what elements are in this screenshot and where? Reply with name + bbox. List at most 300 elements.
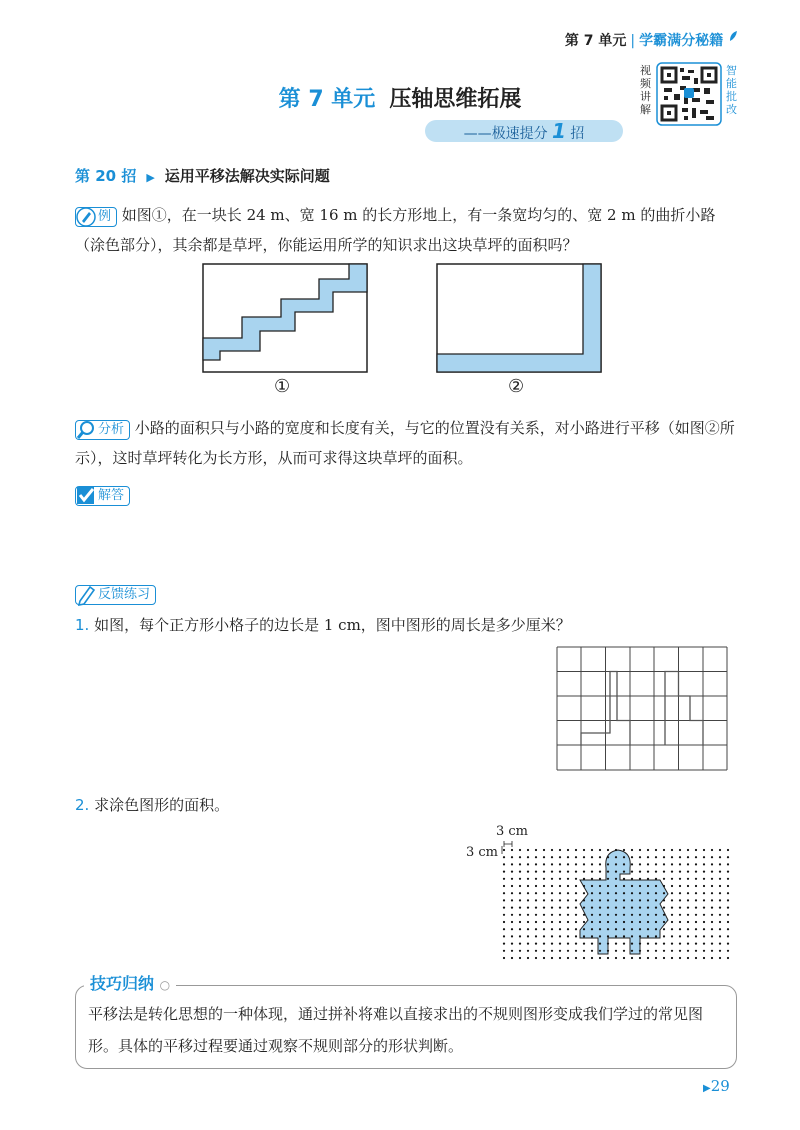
figure-1-caption: ① — [274, 376, 291, 397]
grid-dot — [631, 935, 633, 937]
grid-dot — [535, 885, 537, 887]
grid-dot — [719, 871, 721, 873]
grid-dot — [639, 856, 641, 858]
grid-dot — [527, 914, 529, 916]
grid-dot — [535, 892, 537, 894]
grid-dot — [551, 943, 553, 945]
grid-dot — [551, 871, 553, 873]
grid-dot — [687, 935, 689, 937]
grid-dot — [527, 907, 529, 909]
grid-dot — [575, 885, 577, 887]
grid-dot — [567, 935, 569, 937]
grid-dot — [511, 878, 513, 880]
analysis-text: 小路的面积只与小路的宽度和长度有关，与它的位置没有关系，对小路进行平移（如图②所示），这时草坪转化为长方形，从而可求得这块草坪的面积。 — [75, 419, 735, 467]
grid-dot — [503, 935, 505, 937]
grid-dot — [679, 957, 681, 959]
answer-tag — [75, 486, 130, 506]
grid-dot — [687, 928, 689, 930]
grid-dot — [623, 957, 625, 959]
grid-dot — [719, 943, 721, 945]
grid-dot — [599, 899, 601, 901]
grid-dot — [559, 849, 561, 851]
grid-dot — [631, 892, 633, 894]
grid-dot — [599, 957, 601, 959]
grid-dot — [535, 871, 537, 873]
grid-dot — [559, 892, 561, 894]
grid-dot — [687, 907, 689, 909]
question-2-text: 求涂色图形的面积。 — [94, 796, 230, 814]
grid-dot — [535, 863, 537, 865]
grid-dot — [543, 892, 545, 894]
grid-dot — [639, 914, 641, 916]
grid-dot — [615, 907, 617, 909]
subtitle-prefix: ——极速提分 — [463, 126, 548, 142]
grid-dot — [647, 907, 649, 909]
grid-dot — [687, 863, 689, 865]
grid-dot — [519, 957, 521, 959]
grid-dot — [671, 943, 673, 945]
grid-dot — [703, 892, 705, 894]
grid-dot — [663, 943, 665, 945]
figure-1 — [200, 262, 370, 374]
grid-dot — [599, 914, 601, 916]
grid-dot — [687, 885, 689, 887]
grid-dot — [647, 928, 649, 930]
grid-dot — [703, 907, 705, 909]
grid-dot — [727, 863, 729, 865]
grid-dot — [719, 928, 721, 930]
grid-dot — [583, 907, 585, 909]
grid-dot — [631, 871, 633, 873]
grid-dot — [663, 957, 665, 959]
grid-dot — [727, 943, 729, 945]
grid-dot — [687, 957, 689, 959]
grid-dot — [671, 935, 673, 937]
grid-dot — [511, 907, 513, 909]
grid-dot — [615, 856, 617, 858]
grid-dot — [615, 849, 617, 851]
grid-dot — [719, 907, 721, 909]
grid-dot — [567, 921, 569, 923]
grid-dot — [543, 928, 545, 930]
grid-dot — [535, 928, 537, 930]
grid-dot — [591, 907, 593, 909]
grid-dot — [655, 849, 657, 851]
qr-code-icon[interactable] — [656, 62, 722, 126]
grid-dot — [623, 878, 625, 880]
grid-dot — [535, 957, 537, 959]
grid-dot — [663, 899, 665, 901]
grid-dot — [599, 878, 601, 880]
grid-dot — [615, 950, 617, 952]
grid-dot — [607, 871, 609, 873]
title-unit: 第 7 单元 — [278, 87, 376, 112]
grid-dot — [647, 935, 649, 937]
grid-dot — [551, 907, 553, 909]
grid-dot — [711, 907, 713, 909]
grid-dot — [655, 950, 657, 952]
grid-dot — [687, 921, 689, 923]
grid-dot — [535, 943, 537, 945]
figure-outline — [581, 672, 703, 746]
grid-dot — [711, 885, 713, 887]
grid-dot — [583, 957, 585, 959]
grid-dot — [551, 849, 553, 851]
grid-dot — [719, 899, 721, 901]
grid-dot — [551, 899, 553, 901]
grid-dot — [519, 950, 521, 952]
grid-dot — [719, 885, 721, 887]
grid-dot — [535, 921, 537, 923]
grid-dot — [703, 921, 705, 923]
grid-dot — [527, 928, 529, 930]
grid-dot — [687, 878, 689, 880]
grid-dot — [599, 849, 601, 851]
tips-title-dot: ○ — [159, 978, 171, 992]
grid-dot — [559, 863, 561, 865]
grid-dot — [727, 849, 729, 851]
grid-dot — [671, 899, 673, 901]
qr-left-text: 视频讲解 — [640, 64, 651, 116]
grid-dot — [527, 950, 529, 952]
grid-dot — [543, 885, 545, 887]
grid-dot — [663, 914, 665, 916]
grid-dot — [503, 892, 505, 894]
grid-dot — [559, 914, 561, 916]
grid-dot — [591, 914, 593, 916]
grid-dot — [519, 928, 521, 930]
grid-dot — [599, 885, 601, 887]
grid-dot — [511, 928, 513, 930]
grid-dot — [519, 863, 521, 865]
grid-dot — [511, 856, 513, 858]
grid-dot — [543, 849, 545, 851]
grid-dot — [575, 950, 577, 952]
grid-dot — [695, 907, 697, 909]
feedback-section — [75, 583, 156, 605]
grid-dot — [711, 921, 713, 923]
grid-dot — [527, 892, 529, 894]
grid-dot — [519, 935, 521, 937]
grid-dot — [655, 871, 657, 873]
grid-dot — [727, 885, 729, 887]
grid-dot — [567, 878, 569, 880]
grid-dot — [719, 856, 721, 858]
grid-dot — [671, 950, 673, 952]
grid-dot — [527, 885, 529, 887]
grid-dot — [503, 899, 505, 901]
grid-dot — [591, 943, 593, 945]
example-tag-label: 例 — [98, 209, 112, 224]
grid-dot — [583, 871, 585, 873]
grid-dot — [591, 871, 593, 873]
dot-grid-figure — [500, 838, 740, 963]
grid-dot — [695, 863, 697, 865]
grid-dot — [519, 921, 521, 923]
grid-dot — [623, 950, 625, 952]
grid-dot — [663, 863, 665, 865]
grid-dot — [535, 899, 537, 901]
grid-dot — [607, 950, 609, 952]
grid-dot — [607, 928, 609, 930]
grid-dot — [607, 878, 609, 880]
grid-dot — [711, 943, 713, 945]
grid-dot — [671, 928, 673, 930]
grid-dot — [503, 914, 505, 916]
grid-dot — [543, 899, 545, 901]
section-number: 第 20 招 — [75, 167, 137, 185]
grid-dot — [631, 863, 633, 865]
running-header — [565, 30, 738, 50]
grid-dot — [703, 943, 705, 945]
grid-dot — [679, 907, 681, 909]
grid-dot — [655, 957, 657, 959]
grid-dot — [727, 899, 729, 901]
grid-dot — [575, 935, 577, 937]
grid-dot — [511, 935, 513, 937]
grid-dot — [615, 871, 617, 873]
grid-dot — [591, 928, 593, 930]
grid-dot — [719, 957, 721, 959]
grid-dot — [551, 885, 553, 887]
grid-dot — [567, 928, 569, 930]
label-vertical: 3 cm — [466, 845, 499, 860]
label-horizontal: 3 cm — [496, 824, 529, 839]
grid-dot — [607, 935, 609, 937]
grid-dot — [711, 950, 713, 952]
grid-dot — [503, 921, 505, 923]
grid-dot — [695, 899, 697, 901]
grid-dot — [679, 878, 681, 880]
grid-dot — [711, 935, 713, 937]
grid-dot — [559, 878, 561, 880]
grid-dot — [543, 878, 545, 880]
grid-dot — [551, 914, 553, 916]
grid-dot — [543, 914, 545, 916]
figure-2 — [434, 262, 604, 374]
grid-dot — [679, 928, 681, 930]
grid-dot — [623, 907, 625, 909]
grid-dot — [575, 957, 577, 959]
grid-dot — [607, 892, 609, 894]
grid-dot — [679, 943, 681, 945]
header-brand: 学霸满分秘籍 — [639, 33, 724, 49]
grid-dot — [663, 856, 665, 858]
grid-dot — [527, 899, 529, 901]
grid-dot — [567, 892, 569, 894]
question-1-text: 如图，每个正方形小格子的边长是 1 cm，图中图形的周长是多少厘米？ — [94, 616, 571, 634]
grid-dot — [503, 943, 505, 945]
grid-dot — [567, 856, 569, 858]
grid-dot — [719, 849, 721, 851]
grid-dot — [615, 943, 617, 945]
grid-dot — [695, 914, 697, 916]
grid-dot — [655, 914, 657, 916]
grid-dot — [511, 885, 513, 887]
grid-dot — [703, 878, 705, 880]
grid-dot — [583, 943, 585, 945]
grid-dot — [551, 921, 553, 923]
grid-dot — [503, 928, 505, 930]
grid-dot — [703, 871, 705, 873]
grid-dot — [503, 950, 505, 952]
grid-dot — [655, 885, 657, 887]
grid-dot — [631, 928, 633, 930]
grid-dot — [543, 871, 545, 873]
grid-dot — [583, 892, 585, 894]
grid-dot — [631, 943, 633, 945]
grid-dot — [711, 892, 713, 894]
grid-dot — [623, 885, 625, 887]
subtitle-suffix: 招 — [570, 126, 585, 142]
grid-dot — [535, 914, 537, 916]
grid-dot — [607, 885, 609, 887]
grid-dot — [599, 950, 601, 952]
grid-dot — [551, 863, 553, 865]
subtitle-number: 1 — [552, 119, 566, 143]
grid-dot — [639, 878, 641, 880]
grid-dot — [503, 856, 505, 858]
grid-dot — [695, 849, 697, 851]
grid-dot — [583, 899, 585, 901]
qr-right-text: 智能批改 — [726, 64, 737, 116]
grid-dot — [559, 899, 561, 901]
grid-dot — [727, 935, 729, 937]
grid-dot — [647, 943, 649, 945]
pencil-icon — [76, 206, 96, 228]
grid-dot — [719, 863, 721, 865]
qr-block[interactable] — [640, 62, 740, 126]
grid-dot — [543, 863, 545, 865]
shaded-shape — [580, 850, 668, 954]
grid-dot — [575, 914, 577, 916]
grid-dot — [695, 943, 697, 945]
grid-dot — [599, 943, 601, 945]
grid-dot — [607, 849, 609, 851]
grid-dot — [639, 943, 641, 945]
grid-dot — [663, 950, 665, 952]
grid-dot — [679, 863, 681, 865]
grid-dot — [567, 899, 569, 901]
grid-dot — [607, 943, 609, 945]
page-number — [703, 1077, 730, 1095]
grid-dot — [575, 871, 577, 873]
grid-dot — [527, 856, 529, 858]
grid-dot — [631, 856, 633, 858]
tips-title — [84, 971, 176, 994]
grid-dot — [575, 892, 577, 894]
grid-dot — [543, 957, 545, 959]
grid-dot — [647, 914, 649, 916]
grid-dot — [567, 849, 569, 851]
grid-dot — [543, 921, 545, 923]
grid-dot — [615, 899, 617, 901]
grid-dot — [583, 921, 585, 923]
grid-dot — [511, 899, 513, 901]
grid-dot — [671, 856, 673, 858]
analysis-tag — [75, 420, 130, 440]
grid-dot — [559, 957, 561, 959]
grid-dot — [671, 892, 673, 894]
grid-dot — [567, 871, 569, 873]
question-2 — [75, 790, 229, 820]
grid-dot — [655, 921, 657, 923]
grid-dot — [503, 849, 505, 851]
title-main: 压轴思维拓展 — [389, 87, 522, 112]
grid-dot — [591, 856, 593, 858]
grid-dot — [711, 871, 713, 873]
grid-dot — [703, 856, 705, 858]
grid-dot — [511, 871, 513, 873]
grid-dot — [615, 878, 617, 880]
grid-dot — [599, 935, 601, 937]
grid-dot — [639, 892, 641, 894]
grid-dot — [647, 950, 649, 952]
grid-dot — [583, 928, 585, 930]
grid-dot — [695, 921, 697, 923]
grid-dot — [671, 863, 673, 865]
grid-dot — [615, 863, 617, 865]
grid-dot — [615, 928, 617, 930]
grid-dot — [575, 863, 577, 865]
grid-dot — [583, 863, 585, 865]
grid-dot — [559, 907, 561, 909]
grid-dot — [703, 950, 705, 952]
grid-dot — [591, 849, 593, 851]
grid-dot — [591, 892, 593, 894]
grid-dot — [639, 928, 641, 930]
grid-dot — [511, 921, 513, 923]
grid-dot — [527, 943, 529, 945]
grid-dot — [559, 935, 561, 937]
grid-dot — [559, 950, 561, 952]
grid-dot — [543, 856, 545, 858]
grid-dot — [519, 885, 521, 887]
grid-dot — [583, 878, 585, 880]
grid-dot — [575, 943, 577, 945]
grid-dot — [703, 957, 705, 959]
grid-dot — [727, 856, 729, 858]
grid-dot — [695, 885, 697, 887]
grid-dot — [655, 892, 657, 894]
grid-dot — [607, 899, 609, 901]
checkmark-icon — [76, 485, 96, 507]
grid-dot — [711, 957, 713, 959]
grid-dot — [575, 921, 577, 923]
grid-dot — [623, 921, 625, 923]
grid-dot — [591, 957, 593, 959]
grid-dot — [727, 878, 729, 880]
grid-dot — [583, 849, 585, 851]
grid-dot — [663, 892, 665, 894]
grid-dot — [591, 950, 593, 952]
grid-dot — [591, 921, 593, 923]
grid-dot — [511, 943, 513, 945]
grid-dot — [663, 907, 665, 909]
grid-dot — [695, 871, 697, 873]
grid-dot — [575, 899, 577, 901]
grid-dot — [527, 878, 529, 880]
grid-dot — [631, 907, 633, 909]
grid-dot — [679, 856, 681, 858]
grid-dot — [631, 885, 633, 887]
grid-dot — [551, 928, 553, 930]
grid-dot — [519, 914, 521, 916]
grid-dot — [663, 878, 665, 880]
grid-dot — [567, 885, 569, 887]
grid-dot — [535, 935, 537, 937]
grid-dot — [719, 950, 721, 952]
